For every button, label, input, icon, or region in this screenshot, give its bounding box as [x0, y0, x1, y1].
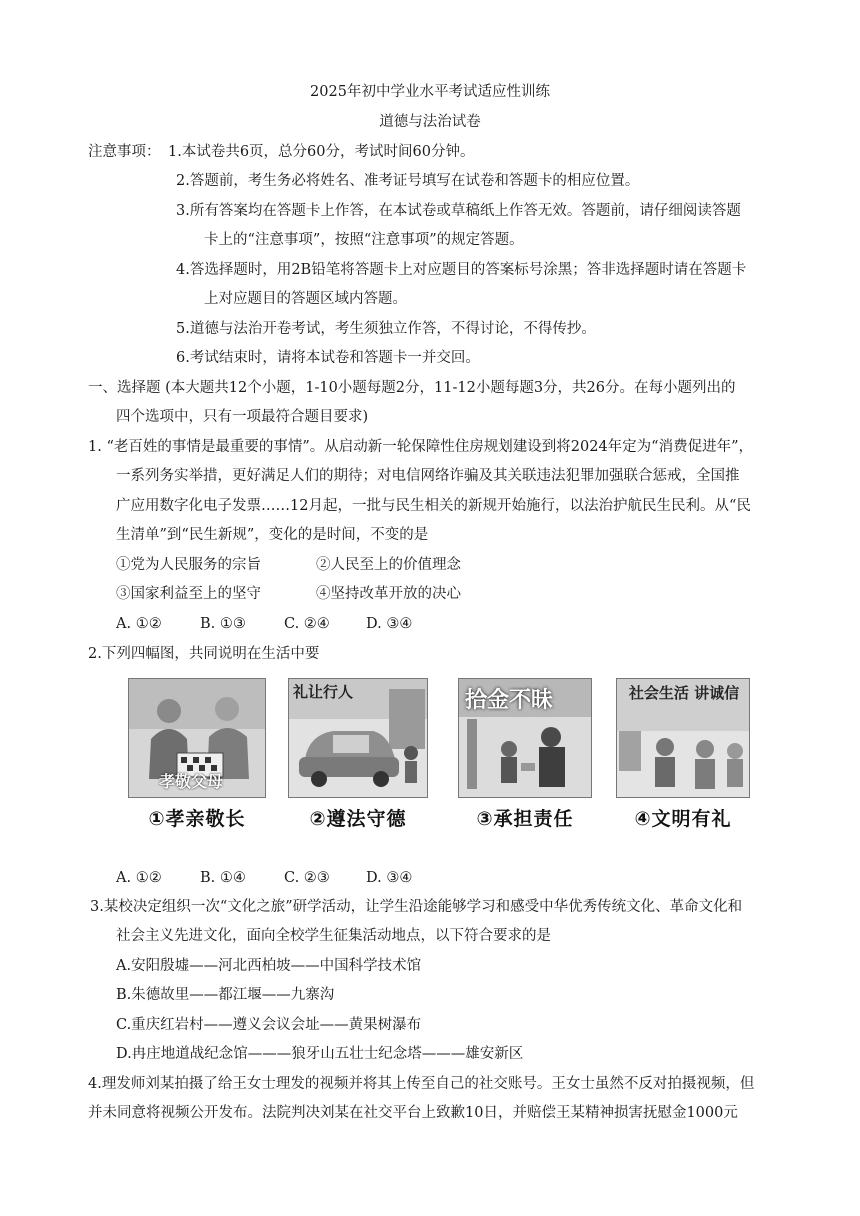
q3-option-a: A.安阳殷墟——河北西柏坡——中国科学技术馆	[116, 958, 422, 974]
q3-option-b: B.朱德故里——都江堰——九寨沟	[116, 987, 335, 1003]
q1-option-a: A. ①②	[116, 616, 162, 632]
note-item: 1.本试卷共6页，总分60分，考试时间60分钟。	[168, 144, 475, 160]
q2-image-1	[128, 678, 266, 828]
image-sign: 拾金不昧	[465, 688, 554, 713]
note-item: 上对应题目的答题区域内答题。	[204, 291, 407, 307]
q1-item: ①党为人民服务的宗旨	[116, 557, 261, 573]
note-item: 4.答选择题时，用2B铅笔将答题卡上对应题目的答案标号涂黑；答非选择题时请在答题卡	[176, 262, 747, 278]
q3-option-d: D.冉庄地道战纪念馆———狼牙山五壮士纪念塔———雄安新区	[116, 1046, 524, 1062]
image-caption: ④文明有礼	[634, 808, 732, 830]
q2-image-4	[616, 678, 750, 828]
note-item: 3.所有答案均在答题卡上作答，在本试卷或草稿纸上作答无效。答题前，请仔细阅读答题	[176, 203, 741, 219]
q3-stem: 社会主义先进文化，面向全校学生征集活动地点，以下符合要求的是	[116, 928, 551, 944]
q3-option-c: C.重庆红岩村——遵义会议会址——黄果树瀑布	[116, 1017, 422, 1033]
q3-stem: 3.某校决定组织一次“文化之旅”研学活动，让学生沿途能够学习和感受中华优秀传统文化、革命文化和	[90, 899, 743, 915]
note-item: 6.考试结束时，请将本试卷和答题卡一并交回。	[176, 350, 480, 366]
q2-image-3	[458, 678, 592, 828]
q4-stem: 4.理发师刘某拍摄了给王女士理发的视频并将其上传至自己的社交账号。王女士虽然不反对拍摄视频，但	[88, 1076, 755, 1092]
q2-stem: 2.下列四幅图，共同说明在生活中要	[88, 646, 320, 662]
q1-option-b: B. ①③	[200, 616, 246, 632]
q4-stem: 并未同意将视频公开发布。法院判决刘某在社交平台上致歉10日，并赔偿王某精神损害抚慰金1000元	[88, 1105, 738, 1121]
q1-option-c: C. ②④	[284, 616, 330, 632]
q1-item: ③国家利益至上的坚守	[116, 586, 261, 602]
image-sign: 礼让行人	[293, 683, 354, 701]
return-lost-money-illustration	[458, 678, 592, 798]
notes-label: 注意事项：	[88, 144, 161, 160]
q2-option-a: A. ①②	[116, 870, 162, 886]
q2-option-b: B. ①④	[200, 870, 246, 886]
q1-item: ④坚持改革开放的决心	[316, 586, 461, 602]
exam-subtitle: 道德与法治试卷	[379, 114, 481, 130]
note-item: 2.答题前，考生务必将姓名、准考证号填写在试卷和答题卡的相应位置。	[176, 173, 640, 189]
section-heading: 一、选择题 (本大题共12个小题，1-10小题每题2分，11-12小题每题3分，共26分。在每小题列出的	[88, 380, 736, 396]
image-caption: ②遵法守德	[309, 808, 407, 830]
image-sign: 社会生活 讲诚信	[628, 684, 740, 702]
exam-title: 2025年初中学业水平考试适应性训练	[310, 84, 550, 100]
image-caption: ③承担责任	[476, 808, 574, 830]
q1-stem: 广应用数字化电子发票……12月起，一批与民生相关的新规开始施行，以法治护航民生民利。从“民	[116, 498, 751, 514]
q1-option-d: D. ③④	[366, 616, 413, 632]
image-caption: ①孝亲敬长	[148, 808, 246, 830]
note-item: 卡上的“注意事项”，按照“注意事项”的规定答题。	[204, 232, 524, 248]
q2-option-d: D. ③④	[366, 870, 413, 886]
note-item: 5.道德与法治开卷考试，考生须独立作答，不得讨论，不得传抄。	[176, 321, 596, 337]
q1-stem: 一系列务实举措，更好满足人们的期待；对电信网络诈骗及其关联违法犯罪加强联合惩戒，全国推	[116, 468, 740, 484]
civility-illustration	[616, 678, 750, 798]
section-heading-cont: 四个选项中，只有一项最符合题目要求)	[116, 409, 369, 425]
q2-option-c: C. ②③	[284, 870, 330, 886]
q1-stem: 生清单”到“民生新规”，变化的是时间，不变的是	[116, 527, 429, 543]
q1-item: ②人民至上的价值理念	[316, 557, 461, 573]
q1-stem: 1. “老百姓的事情是最重要的事情”。从启动新一轮保障性住房规划建设到将2024年定为“消费促进年”，	[88, 439, 753, 455]
family-chess-illustration	[128, 678, 266, 798]
q2-image-2	[288, 678, 428, 828]
car-pedestrian-illustration	[288, 678, 428, 798]
image-sign: 孝敬父母	[159, 772, 224, 791]
